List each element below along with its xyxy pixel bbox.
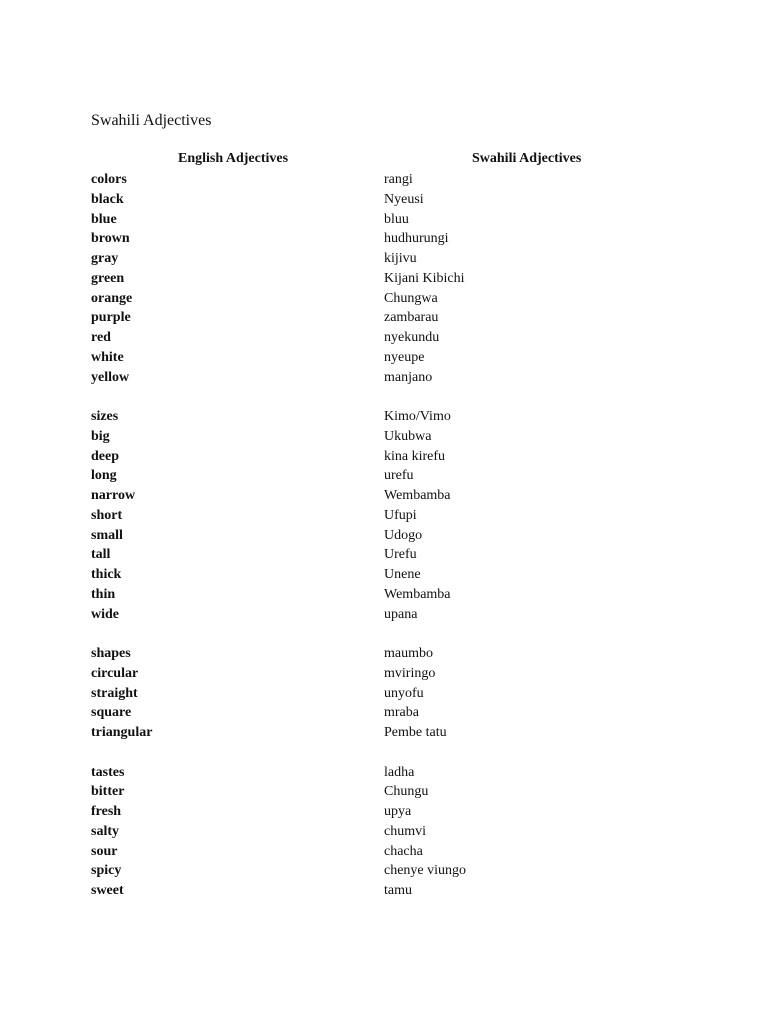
swahili-adjective: tamu [384, 883, 412, 898]
vocabulary-row [0, 210, 768, 230]
vocabulary-row [0, 526, 768, 546]
english-adjective: straight [91, 685, 138, 701]
swahili-column-header: Swahili Adjectives [472, 151, 582, 166]
english-adjective: sweet [91, 883, 124, 898]
vocabulary-row [0, 269, 768, 289]
english-adjective: gray [91, 251, 119, 266]
vocabulary-row [0, 782, 768, 802]
vocabulary-row [0, 723, 768, 743]
english-adjective: shapes [91, 646, 131, 661]
english-adjective: fresh [91, 804, 122, 819]
vocabulary-row [0, 328, 768, 348]
swahili-adjective: Chungu [384, 784, 429, 800]
vocabulary-row [0, 861, 768, 881]
swahili-adjective: Ufupi [384, 507, 417, 523]
vocabulary-row [0, 407, 768, 427]
vocabulary-row [0, 684, 768, 704]
vocabulary-row [0, 348, 768, 368]
english-adjective: green [91, 270, 125, 286]
vocabulary-row [0, 368, 768, 388]
english-adjective: square [91, 705, 132, 721]
english-adjective: sour [91, 843, 118, 859]
english-adjective: orange [91, 290, 133, 306]
english-adjective: colors [91, 172, 127, 187]
swahili-adjective: upya [384, 804, 412, 819]
english-adjective: big [91, 428, 110, 444]
vocabulary-row [0, 249, 768, 269]
swahili-adjective: chenye viungo [384, 863, 467, 879]
english-adjective: white [91, 349, 124, 365]
english-adjective: wide [91, 606, 119, 622]
english-adjective: thin [91, 586, 116, 602]
vocabulary-row [0, 585, 768, 605]
vocabulary-row [0, 605, 768, 625]
english-adjective: red [91, 330, 111, 345]
vocabulary-row [0, 565, 768, 585]
vocabulary-row [0, 802, 768, 822]
english-adjective: narrow [91, 488, 136, 503]
blank-row [0, 387, 768, 407]
swahili-adjective: Unene [384, 567, 421, 582]
english-adjective: purple [91, 310, 131, 326]
vocabulary-row [0, 190, 768, 210]
english-adjective: triangular [91, 725, 153, 740]
english-adjective: small [91, 527, 123, 543]
vocabulary-row [0, 308, 768, 328]
english-adjective: tastes [91, 764, 125, 780]
vocabulary-row [0, 447, 768, 467]
swahili-adjective: Wembamba [384, 586, 451, 602]
swahili-adjective: Nyeusi [384, 191, 424, 207]
swahili-adjective: rangi [384, 172, 413, 187]
swahili-adjective: Udogo [384, 527, 423, 543]
english-adjective: salty [91, 823, 119, 839]
swahili-adjective: manjano [384, 369, 433, 385]
english-adjective: deep [91, 448, 119, 464]
english-adjective: yellow [91, 369, 130, 385]
swahili-adjective: hudhurungi [384, 231, 449, 247]
swahili-adjective: Ukubwa [384, 428, 432, 444]
english-adjective: bitter [91, 784, 125, 800]
swahili-adjective: nyekundu [384, 330, 440, 345]
english-adjective: thick [91, 567, 122, 582]
vocabulary-row [0, 229, 768, 249]
english-adjective: tall [91, 547, 111, 563]
document-title: Swahili Adjectives [91, 112, 212, 129]
english-adjective: circular [91, 665, 139, 681]
english-adjective: black [91, 191, 124, 207]
blank-row [0, 743, 768, 763]
vocabulary-row [0, 170, 768, 190]
swahili-adjective: bluu [384, 211, 409, 227]
blank-row [0, 624, 768, 644]
swahili-adjective: urefu [384, 468, 414, 484]
english-adjective: short [91, 507, 123, 523]
vocabulary-row [0, 664, 768, 684]
vocabulary-row [0, 289, 768, 309]
vocabulary-row [0, 763, 768, 783]
swahili-adjective: ladha [384, 764, 415, 780]
swahili-adjective: maumbo [384, 646, 433, 661]
swahili-adjective: mviringo [384, 665, 436, 681]
swahili-adjective: Kijani Kibichi [384, 270, 465, 286]
vocabulary-list [0, 170, 768, 901]
swahili-adjective: kijivu [384, 251, 417, 266]
swahili-adjective: Kimo/Vimo [384, 409, 451, 424]
swahili-adjective: mraba [384, 705, 419, 721]
vocabulary-row [0, 486, 768, 506]
swahili-adjective: Chungwa [384, 290, 438, 306]
english-adjective: long [91, 468, 117, 484]
swahili-adjective: nyeupe [384, 349, 425, 365]
vocabulary-row [0, 822, 768, 842]
swahili-adjective: Wembamba [384, 488, 451, 503]
vocabulary-row [0, 427, 768, 447]
english-column-header: English Adjectives [178, 151, 289, 166]
vocabulary-row [0, 506, 768, 526]
vocabulary-row [0, 842, 768, 862]
vocabulary-row [0, 881, 768, 901]
swahili-adjective: upana [384, 606, 418, 622]
english-adjective: sizes [91, 409, 119, 424]
swahili-adjective: kina kirefu [384, 448, 446, 464]
english-adjective: blue [91, 211, 117, 227]
vocabulary-row [0, 466, 768, 486]
swahili-adjective: chacha [384, 843, 423, 859]
swahili-adjective: Urefu [384, 547, 417, 563]
swahili-adjective: Pembe tatu [384, 725, 447, 740]
swahili-adjective: unyofu [384, 685, 424, 701]
swahili-adjective: chumvi [384, 823, 426, 839]
swahili-adjective: zambarau [384, 310, 439, 326]
vocabulary-row [0, 545, 768, 565]
english-adjective: spicy [91, 863, 122, 879]
vocabulary-row [0, 703, 768, 723]
vocabulary-row [0, 644, 768, 664]
english-adjective: brown [91, 231, 130, 247]
